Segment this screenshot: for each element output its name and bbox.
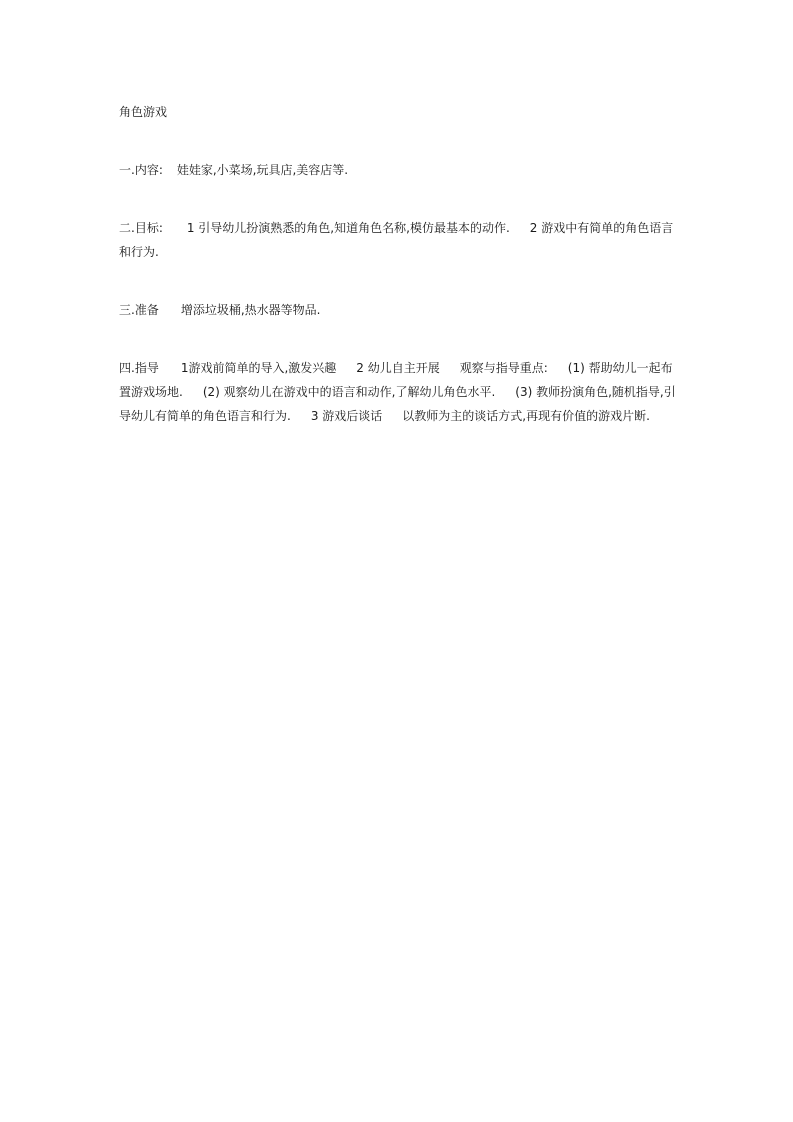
section-heading: 一.内容: (119, 163, 163, 177)
section-preparation (119, 298, 679, 322)
section-text: 以教师为主的谈话方式,再现有价值的游戏片断. (402, 409, 650, 423)
section-text: 娃娃家,小菜场,玩具店,美容店等. (176, 163, 349, 177)
section-heading: 二.目标: (119, 221, 163, 235)
document-title: 角色游戏 (119, 105, 168, 119)
section-text: 1游戏前简单的导入,激发兴趣 (180, 361, 337, 375)
section-guidance (119, 356, 679, 428)
section-text: 观察与指导重点: (459, 361, 548, 375)
section-text: 2 幼儿自主开展 (356, 361, 440, 375)
section-text: 3 游戏后谈话 (310, 409, 383, 423)
section-text: (1) 帮助幼儿一起布置游戏场地. (119, 361, 673, 399)
section-content (119, 158, 679, 182)
section-text: 2 游戏中有简单的角色语言和行为. (119, 221, 674, 259)
section-text: 1 引导幼儿扮演熟悉的角色,知道角色名称,模仿最基本的动作. (186, 221, 510, 235)
section-heading: 四.指导 (119, 361, 159, 375)
document-body (119, 100, 679, 428)
section-text: (2) 观察幼儿在游戏中的语言和动作,了解幼儿角色水平. (202, 385, 496, 399)
section-text: 增添垃圾桶,热水器等物品. (180, 303, 321, 317)
section-text: (3) 教师扮演角色,随机指导,引导幼儿有简单的角色语言和行为. (119, 385, 676, 423)
section-goals (119, 216, 679, 264)
section-heading: 三.准备 (119, 303, 159, 317)
